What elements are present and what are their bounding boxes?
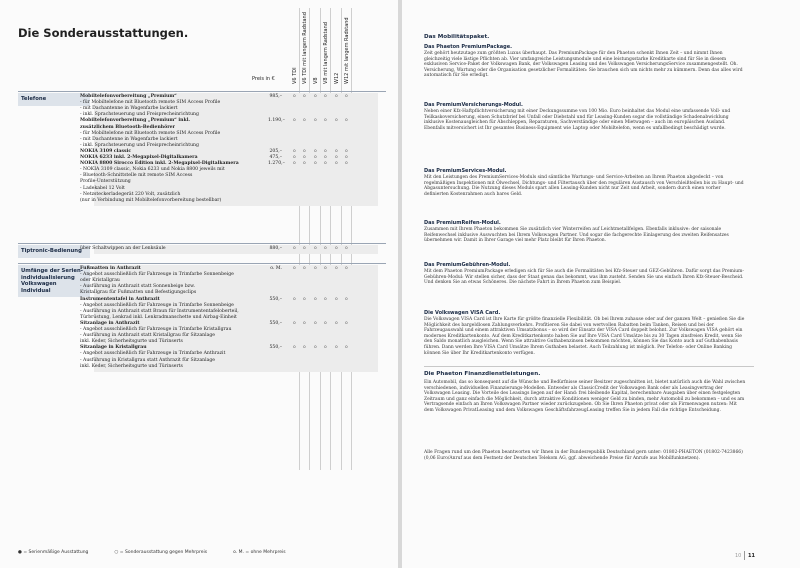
module-text: Mit dem Phaeton PremiumPackage erledigen sich für Sie auch die Formalitäten bei Kfz-Steuer und GEZ-Gebühren. Dafür sorgt das Premium-Gebühren-Modul: Wir stellen sicher, dass der Staat genau das bekommt, was ihm zusteht. Senden Sie uns einfach Ihren Kfz-Steuer-Bescheid. Und denken Sie an etwas Schöneres. Die nächste Fahrt in Ihrem Phaeton zum Beispiel. [424, 269, 744, 286]
availability-marker: o [345, 296, 348, 302]
option-row: NOKIA 3109 classic [80, 148, 132, 154]
availability-marker: o [314, 266, 317, 271]
option-row: Sitzanlage in Kristallgrau [80, 345, 147, 351]
module-heading: Das PremiumReifen-Modul. [424, 220, 501, 226]
availability-marker: o [303, 155, 306, 160]
availability-marker: o [314, 246, 317, 251]
availability-marker: o [324, 118, 327, 124]
column-header: V6 TDI [292, 67, 298, 84]
column-divider [299, 8, 300, 470]
page-title: Die Sonderausstattungen. [18, 26, 189, 40]
availability-marker: o [324, 161, 327, 167]
column-divider [330, 8, 331, 470]
availability-marker: o [303, 161, 306, 167]
option-price: 985,– [269, 94, 282, 99]
page-number-separator [744, 551, 745, 560]
option-row: Fußmatten in Anthrazit [80, 266, 141, 271]
availability-marker: o [303, 246, 306, 251]
page-number-right: 11 [748, 553, 755, 559]
availability-marker: o [314, 148, 317, 154]
availability-marker: o [345, 94, 348, 99]
module-text: Neben einer Kfz-Haftpflichtversicherung mit einer Deckungssumme von 100 Mio. Euro beinhaltet das Modul eine umfassende Voll- und Teilkaskoversicherung, einen Schutzbrief bei Unfall oder Diebstahl und für Leasing-Kunden sogar die vollständige Schadenabwicklung inklusive Kostenausgleichen für Abschleppen, Reparaturen, Sachverständige oder einen Mietwagen – auch im europäischen Ausland. Ebenfalls mitversichert ist Ihr gesamtes Business-Equipment wie Laptop oder Mobiltelefon, wenn es unfallbedingt beschädigt wurde. [424, 109, 731, 131]
module-text: Mit den Leistungen des PremiumServices-Moduls sind sämtliche Wartungs- und Service-Arbeiten an Ihrem Phaeton abgedeckt – von regelmäßigen Inspektionen mit Ölwechsel, Dichtungs- und Filtertausch über den regulären Austausch von Verschleißteilen bis zu Haupt- und Abgasuntersuchung. Die Nutzung dieses Moduls spart allen Leasing-Kunden nicht nur Zeit und Arbeit, sondern durch einen vorher definierten Kostenrahmen auch bares Geld. [424, 175, 744, 197]
availability-marker: o [345, 246, 348, 251]
availability-marker: o [324, 148, 327, 154]
option-row: (nur in Verbindung mit Mobiltelefonvorbereitung bestellbar) [80, 197, 222, 203]
legend-item: o. M. = ohne Mehrpreis [233, 550, 286, 555]
availability-marker: o [335, 161, 338, 167]
availability-marker: o [303, 94, 306, 99]
option-price: 550,– [269, 345, 282, 351]
option-row: - für Mobiltelefone mit Bluetooth remote SIM Access Profile [80, 130, 221, 136]
column-header: V6 TDI mit langem Radstand [302, 12, 308, 84]
option-row: - Ausführung in Anthrazit statt Sonnenbeige bzw. [80, 284, 195, 290]
availability-marker: o [293, 320, 296, 326]
option-row: - mit Dachantenne in Wagenfarbe lackiert [80, 106, 178, 112]
availability-marker: o [335, 345, 338, 351]
availability-marker: o [324, 94, 327, 99]
option-row: Mobiltelefonvorbereitung „Premium“ [80, 94, 177, 99]
availability-marker: o [345, 161, 348, 167]
option-row: - Ausführung in Kristallgrau statt Anthrazit für Sitzanlage [80, 357, 216, 363]
section-divider [424, 366, 754, 367]
section-rule [18, 263, 386, 264]
module-heading: Die Volkswagen VISA Card. [424, 310, 501, 316]
option-row: - Angebot ausschließlich für Fahrzeuge in Trimfarbe Kristallgrau [80, 327, 232, 332]
mobility-heading: Das Mobilitätspaket. [424, 34, 490, 40]
availability-marker: o [293, 148, 296, 154]
option-row: über Schaltwippen an der Lenksäule [80, 246, 166, 251]
option-price: 475,– [269, 155, 282, 160]
availability-marker: o [293, 94, 296, 99]
availability-marker: o [335, 148, 338, 154]
module-text: Zusammen mit Ihrem Phaeton bekommen Sie zusätzlich vier Winterreifen auf Leichtmetallfelgen. Ebenfalls inklusive: der saisonale Reifenwechsel inklusive Auswuchten bei Ihrem Volkswagen Partner. Und sogar die fachgerechte Einlagerung des zweiten Reifensatzes übernehmen wir. Damit in Ihrer Garage viel mehr Platz bleibt für Ihren Phaeton. [424, 227, 729, 244]
finance-heading: Die Phaeton Finanzdienstleistungen. [424, 371, 541, 377]
availability-marker: o [293, 161, 296, 167]
module-heading: Das PremiumVersicherungs-Modul. [424, 102, 523, 108]
option-row: inkl. Keder, Sicherheitsgurte und Türinserts [80, 363, 183, 369]
option-row: - Ausführung in Anthrazit statt Braun für Instrumententafeloberteil, [80, 308, 239, 314]
option-price: 880,– [269, 246, 282, 251]
option-row: inkl. Keder, Sicherheitsgurte und Türinserts [80, 339, 183, 345]
availability-marker: o [303, 266, 306, 271]
availability-marker: o [293, 246, 296, 251]
availability-marker: o [324, 320, 327, 326]
option-price: 550,– [269, 296, 282, 302]
option-row: Türbrüstung, Lenkrad inkl. Lenkradmanschette und Airbag-Einheit [80, 314, 237, 320]
option-row: - NOKIA 3109 classic, Nokia 6233 und Nokia 8800 jeweils mit [80, 167, 225, 173]
option-row: - für Mobiltelefone mit Bluetooth remote SIM Access Profile [80, 100, 221, 106]
column-divider [309, 8, 310, 470]
legend-item: ○ = Sonderausstattung gegen Mehrpreis [114, 550, 208, 555]
availability-marker: o [324, 246, 327, 251]
availability-marker: o [324, 155, 327, 160]
section-rule [18, 243, 386, 244]
availability-marker: o [324, 296, 327, 302]
option-price: 205,– [269, 148, 282, 154]
option-row: - Ausführung in Anthrazit statt Kristallgrau für Sitzanlage [80, 333, 216, 339]
option-row: oder Kristallgrau [80, 278, 120, 284]
availability-marker: o [335, 246, 338, 251]
availability-marker: o [345, 345, 348, 351]
finance-text: Ein Automobil, das so konsequent auf die Wünsche und Bedürfnisse seiner Besitzer zugeschnitten ist, bietet natürlich auch die Wahl zwischen verschiedenen, individuellen Finanzierungs-Modellen. Entweder als ClassicCredit der Volkswagen Bank oder als Leasingvertrag der Volkswagen Leasing. Die Vorteile des Leasings liegen auf der Hand: frei bleibende Kapital, berechenbare Ausgaben über einen festgelegten Zeitraum und ganz einfach die Möglichkeit, durch attraktive Konditionen weniger Geld zu binden, mehr Automobil zu bekommen – und es am Vertragsende einfach an Ihren Volkswagen Partner wieder zurückzugeben. Ob Sie Ihren Phaeton privat oder als Firmenwagen nutzen: Mit dem Volkswagen PrivatLeasing und dem Volkswagen GeschäftsfahrzeugLeasing treffen Sie in jedem Fall die richtige Entscheidung. [424, 380, 746, 413]
option-row: - Bluetooth-Schnittstelle mit remote SIM Access [80, 173, 193, 179]
column-header: V8 [313, 77, 319, 84]
option-row: NOKIA 6233 inkl. 2-Megapixel-Digitalkamera [80, 155, 198, 160]
availability-marker: o [335, 155, 338, 160]
availability-marker: o [293, 296, 296, 302]
legend-item: ● = Serienmäßige Ausstattung [18, 550, 89, 555]
column-header: W12 mit langem Radstand [344, 17, 350, 84]
column-header: V8 mit langem Radstand [323, 22, 329, 84]
availability-marker: o [335, 296, 338, 302]
option-row: NOKIA 8800 Sirocco Edition inkl. 2-Megapixel-Digitalkamera [80, 161, 239, 167]
availability-marker: o [314, 94, 317, 99]
section-label: Telefone [18, 93, 90, 106]
availability-marker: o [293, 345, 296, 351]
availability-marker: o [293, 266, 296, 271]
availability-marker: o [303, 118, 306, 124]
option-price: 1.190,– [268, 118, 285, 124]
option-row: - mit Dachantenne in Wagenfarbe lackiert [80, 136, 178, 142]
availability-marker: o [303, 320, 306, 326]
option-price: 550,– [269, 320, 282, 326]
option-row: Profile-Unterstützung [80, 179, 131, 185]
option-row: - Angebot ausschließlich für Fahrzeuge in Trimfarbe Sonnenbeige [80, 272, 234, 278]
availability-marker: o [345, 148, 348, 154]
availability-marker: o [335, 118, 338, 124]
section-rule [18, 91, 386, 92]
right-page [402, 0, 800, 568]
contact-text: Alle Fragen rund um den Phaeton beantworten wir Ihnen in der Bundesrepublik Deutschland gern unter: 01802-PHAETON (01802-7423866) (0,06 Euro/Anruf aus dem Festnetz der Deutschen Telekom AG, ggf. abweichende Preise für Anrufe aus Mobilfunknetzen). [424, 450, 743, 461]
availability-marker: o [314, 161, 317, 167]
availability-marker: o [293, 118, 296, 124]
column-divider [341, 8, 342, 470]
availability-marker: o [345, 155, 348, 160]
availability-marker: o [324, 345, 327, 351]
module-heading: Das PremiumServices-Modul. [424, 168, 507, 174]
option-row: - Angebot ausschließlich für Fahrzeuge in Trimfarbe Anthrazit [80, 351, 226, 357]
module-heading: Das PremiumGebühren-Modul. [424, 262, 511, 268]
option-row: Instrumententafel in Anthrazit [80, 296, 160, 302]
module-text: Zeit gehört heutzutage zum größten Luxus überhaupt. Das PremiumPackage für den Phaeton schenkt Ihnen Zeit – und nimmt Ihnen gleichzeitig viele lästige Pflichten ab. Vier umfangreiche Leistungsmodule und eine leistungsstarke Kreditkarte sind für Sie in diesem exklusiven Service-Paket der Volkswagen Bank, der Volkswagen Leasing und des Volkswagen VersicherungsService zusammengestellt. Oh. Versicherung, Wartung oder die Organisation gesetzlicher Formalitäten: Sie brauchen sich um nichts mehr zu kümmern. Denn das alles wird automatisch für Sie erledigt. [424, 51, 743, 79]
availability-marker: o [345, 320, 348, 326]
availability-marker: o [345, 118, 348, 124]
availability-marker: o [293, 155, 296, 160]
module-text: Die Volkswagen VISA Card ist Ihre Karte für größte finanzielle Flexibilität. Ob bei Ihrem zuhause oder auf der ganzen Welt – genießen Sie die Möglichkeit des bargeldlosen Zahlungsverkehrs. Profitieren Sie dabei von wertvollen Rabatten beim Tanken, Reisen und bei der Fahrzeugauswahl und einem attraktiven Umsatzbonus – so wird der Einsatz der VISA Card doppelt belohnt. Zur Volkswagen VISA gehört ein modernes Kreditkartenkonto. Auf dem Kreditkartenkonto haben Sie auf Ihre VISA Card Umsätze bis zu 30 Tagen zinsfreien Kredit, wenn Sie den Saldo monatlich ausgleichen. Wenn Sie attraktive Guthabenzinsen bekommen möchten, können Sie das Konto auch auf Guthabenbasis führen. Dann werden Ihre VISA Card Umsätze Ihrem Guthaben belastet. Auch Teilzahlung ist möglich. Per Telefon- oder Online Banking können Sie über Ihr Kreditkartenkonto verfügen. [424, 317, 745, 356]
option-row: - Ladekabel 12 Volt [80, 185, 125, 191]
availability-marker: o [324, 266, 327, 271]
availability-marker: o [314, 118, 317, 124]
left-page [0, 0, 398, 568]
option-row: - Netzsteckerladegerät 220 Volt, zusätzlich [80, 191, 181, 197]
section-label: Umfänge der Serien-individualisierung Volkswagen Individual [18, 265, 90, 297]
availability-marker: o [335, 320, 338, 326]
option-row: - inkl. Sprachsteuerung und Freisprecheinrichtung [80, 112, 199, 118]
price-column-header: Preis in € [252, 76, 275, 82]
availability-marker: o [303, 296, 306, 302]
column-divider [351, 8, 352, 470]
option-row: Mobiltelefonvorbereitung „Premium“ inkl. [80, 118, 191, 124]
option-row: Kristallgrau für Fußmatten und Befestigungsclips [80, 290, 197, 296]
option-price: o. M. [270, 266, 282, 271]
module-heading: Das Phaeton PremiumPackage. [424, 44, 513, 50]
availability-marker: o [335, 94, 338, 99]
availability-marker: o [314, 155, 317, 160]
option-row: - Angebot ausschließlich für Fahrzeuge in Trimfarbe Sonnenbeige [80, 302, 234, 308]
page-number-left: 10 [735, 553, 742, 559]
option-row: zusätzlichem Bluetooth-Bedienhörer [80, 124, 175, 130]
availability-marker: o [314, 320, 317, 326]
option-row: Sitzanlage in Anthrazit [80, 320, 140, 326]
section-label: Tiptronic-Bedienung [18, 245, 90, 258]
availability-marker: o [335, 266, 338, 271]
availability-marker: o [314, 296, 317, 302]
availability-marker: o [303, 148, 306, 154]
availability-marker: o [303, 345, 306, 351]
option-price: 1.270,– [268, 161, 285, 167]
column-header: W12 [334, 72, 340, 84]
option-row: - inkl. Sprachsteuerung und Freisprecheinrichtung [80, 142, 199, 148]
legend-footnote [18, 550, 312, 555]
availability-marker: o [345, 266, 348, 271]
availability-marker: o [314, 345, 317, 351]
column-divider [320, 8, 321, 470]
